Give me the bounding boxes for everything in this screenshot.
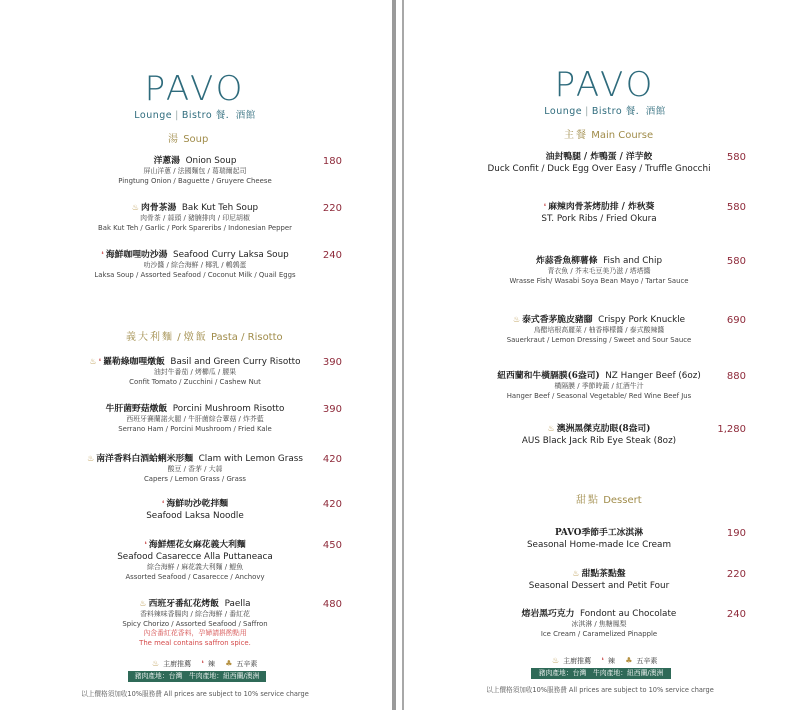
section-pasta-heading: 義大利麵 / 燉飯 Pasta / Risotto xyxy=(126,332,283,343)
section-main-heading: 主餐 Main Course xyxy=(564,130,654,141)
legend: ♨ 主廚推薦 ❛ 辣 ♣ 五辛素 xyxy=(152,659,258,668)
vegetarian-icon: ♣ xyxy=(225,659,233,668)
chef-recommend-icon: ♨ xyxy=(131,203,140,212)
item-price: 220 xyxy=(726,569,746,580)
item-price: 580 xyxy=(726,256,746,267)
menu-item: 熔岩黑巧克力 Fondont au Chocolate 冰淇淋 / 焦糖鳳梨 Ice Cream / Caramelized Pinapple xyxy=(521,609,677,638)
item-price: 480 xyxy=(322,599,342,610)
logo-subtitle: Lounge | Bistro 餐．酒館 xyxy=(134,110,256,121)
item-price: 240 xyxy=(322,250,342,261)
spicy-icon: ❛ xyxy=(543,202,547,211)
chef-recommend-icon: ♨ xyxy=(89,357,97,366)
menu-item: 牛肝菌野菇燉飯 Porcini Mushroom Risotto 西班牙賽蘭諾火腿 / 牛肝菌綜合蕈菇 / 炸芥藍 Serrano Ham / Porcini Mushroom / Fried Kale xyxy=(105,404,285,433)
pavo-logo xyxy=(540,65,670,117)
menu-item: ❛ 海鮮叻沙乾拌麵 Seafood Laksa Noodle xyxy=(146,499,244,521)
chef-recommend-icon: ♨ xyxy=(152,659,160,668)
menu-page-left xyxy=(0,0,392,710)
chef-recommend-icon: ♨ xyxy=(572,569,580,578)
menu-item: ♨ 西班牙番紅花烤飯 Paella 香料辣味香腸肉 / 綜合海鮮 / 番紅花 Spicy Chorizo / Assorted Seafood / Saffron 內含番紅花香料，孕婦請斟酌點用 The meal contains saffron spice. xyxy=(122,599,268,647)
item-price: 220 xyxy=(322,203,342,214)
item-price: 420 xyxy=(322,454,342,465)
logo-wordmark: PAVO xyxy=(554,65,656,105)
menu-item: ♨ 泰式香茅脆皮豬腳 Crispy Pork Knuckle 烏醋培根高麗菜 / 柚香檸檬醬 / 泰式酸辣醬 Sauerkraut / Lemon Dressing / Sweet and Sour Sauce xyxy=(506,315,692,344)
chef-recommend-icon: ♨ xyxy=(552,656,560,665)
meat-origin-bar: 豬肉產地：台灣 牛肉產地：紐西蘭/澳洲 xyxy=(128,671,266,682)
menu-item: PAVO季節手工冰淇淋 Seasonal Home-made Ice Cream xyxy=(526,528,672,550)
menu-item: ♨ ❛ 羅勒綠咖哩燉飯 Basil and Green Curry Risotto 油封牛番茄 / 烤櫛瓜 / 腰果 Confit Tomato / Zucchini / Cashew Nut xyxy=(89,357,301,386)
chef-recommend-icon: ♨ xyxy=(512,315,521,324)
item-price: 420 xyxy=(322,499,342,510)
item-price: 240 xyxy=(726,609,746,620)
spicy-icon: ❛ xyxy=(98,357,102,366)
item-price: 390 xyxy=(322,357,342,368)
spicy-icon: ❛ xyxy=(101,250,104,259)
item-price: 1,280 xyxy=(717,424,746,435)
menu-item: ♨ 澳洲黑傑克肋眼(8盎司) AUS Black Jack Rib Eye Steak (8oz) xyxy=(521,424,677,446)
menu-item: ♨ 肉骨茶湯 Bak Kut Teh Soup 肉骨茶 / 蒜頭 / 豬腩排肉 / 印尼胡椒 Bak Kut Teh / Garlic / Pork Spareribs / Indonesian Pepper xyxy=(98,203,292,232)
item-price: 580 xyxy=(726,202,746,213)
menu-item: 紐西蘭和牛橫膈膜(6盎司) NZ Hanger Beef (6oz) 橫隔膜 / 季節時蔬 / 紅酒牛汁 Hanger Beef / Seasonal Vegetable/ Red Wine Beef Jus xyxy=(497,371,701,400)
spicy-icon: ❛ xyxy=(201,659,204,668)
section-dessert-heading: 甜點 Dessert xyxy=(576,495,642,506)
item-price: 880 xyxy=(726,371,746,382)
menu-page-right xyxy=(404,0,800,710)
menu-item: ❛ 海鮮咖哩叻沙湯 Seafood Curry Laksa Soup 叻沙醬 / 綜合海鮮 / 椰乳 / 鵪鶉蛋 Laksa Soup / Assorted Seafood / Coconut Milk / Quail Eggs xyxy=(94,250,296,279)
spicy-icon: ❛ xyxy=(601,656,604,665)
item-price: 580 xyxy=(726,152,746,163)
item-price: 450 xyxy=(322,540,342,551)
legend: ♨ 主廚推薦 ❛ 辣 ♣ 五辛素 xyxy=(552,656,658,665)
logo-wordmark: PAVO xyxy=(144,69,246,109)
chef-recommend-icon: ♨ xyxy=(87,454,95,463)
logo-subtitle: Lounge | Bistro 餐．酒館 xyxy=(544,106,666,117)
service-charge-note: 以上價格須加收10%服務費 All prices are subject to 10% service charge xyxy=(81,690,309,698)
menu-item: 油封鴨腿 / 炸鴨蛋 / 洋芋餃 Duck Confit / Duck Egg Over Easy / Truffle Gnocchi xyxy=(487,152,711,174)
menu-item: 炸蒜香魚柳薯條 Fish and Chip 青衣魚 / 芥末毛豆美乃滋 / 塔塔醬 Wrasse Fish/ Wasabi Soya Bean Mayo / Tartar Sauce xyxy=(509,256,689,285)
spicy-icon: ❛ xyxy=(144,540,147,549)
menu-item: ❛ 麻辣肉骨茶烤肋排 / 炸秋葵 ST. Pork Ribs / Fried Okura xyxy=(541,202,657,224)
item-price: 180 xyxy=(322,156,342,167)
menu-item: ♨ 南洋香料白酒蛤蜊米形麵 Clam with Lemon Grass 酸豆 / 香茅 / 大蒜 Capers / Lemon Grass / Grass xyxy=(87,454,303,483)
spicy-icon: ❛ xyxy=(161,499,165,508)
item-price: 690 xyxy=(726,315,746,326)
chef-recommend-icon: ♨ xyxy=(139,599,147,608)
chef-recommend-icon: ♨ xyxy=(547,424,555,433)
menu-item: ♨ 甜點茶點盤 Seasonal Dessert and Petit Four xyxy=(528,569,670,591)
service-charge-note: 以上價格須加收10%服務費 All prices are subject to 10% service charge xyxy=(486,686,714,694)
menu-item: ❛ 海鮮煙花女麻花義大利麵 Seafood Casarecce Alla Puttaneaca 綜合海鮮 / 麻花義大利麵 / 鯷魚 Assorted Seafood / Casarecce / Anchovy xyxy=(117,540,273,581)
item-price: 390 xyxy=(322,404,342,415)
meat-origin-bar: 豬肉產地：台灣 牛肉產地：紐西蘭/澳洲 xyxy=(531,668,671,679)
section-soup-heading: 湯 Soup xyxy=(168,134,209,145)
pavo-logo xyxy=(130,69,260,121)
menu-item: 洋蔥湯 Onion Soup 屏山洋蔥 / 法國麵包 / 葛瑞爾起司 Pingtung Onion / Baguette / Gruyere Cheese xyxy=(118,156,272,185)
item-price: 190 xyxy=(726,528,746,539)
vegetarian-icon: ♣ xyxy=(625,656,633,665)
